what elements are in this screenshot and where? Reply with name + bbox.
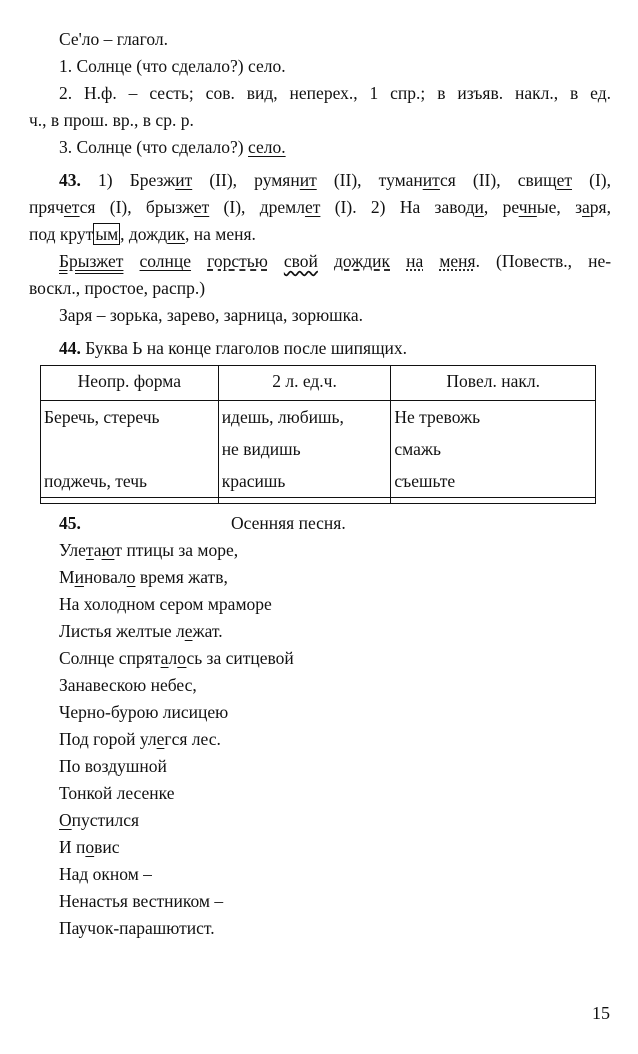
intro-line-4: ч., в прош. вр., в ср. р. [29, 110, 194, 130]
exercise-number: 45. [59, 513, 81, 533]
poem-line: Миновало время жатв, [59, 567, 228, 587]
intro-line-5: 3. Солнце (что сделало?) село. [59, 137, 286, 157]
ex43-line-1: 43. 1) Брезжит (II), румянит (II), туманится (II), свищет (I), [59, 170, 612, 190]
table-cell: идешь, любишь, не видишь красишь [218, 401, 391, 498]
intro-line-1: Се'ло – глагол. [59, 29, 168, 49]
poem-line: Солнце спряталось за ситцевой [59, 648, 294, 668]
table-bottom [41, 498, 596, 504]
intro-line-3: 2. Н.ф. – сесть; сов. вид, неперех., 1 спр.; в изъяв. накл., в ед. [59, 83, 611, 103]
ex45-title [29, 510, 611, 537]
table-header: Неопр. форма [41, 366, 219, 401]
page-number: 15 [592, 1003, 610, 1023]
poem-line: Листья желтые лежат. [59, 621, 223, 641]
table-row [41, 401, 596, 498]
table-cell: Беречь, стеречь поджечь, течь [41, 401, 219, 498]
table-cell: Не тревожь смажь съешьте [391, 401, 596, 498]
poem-line: Над окном – [59, 864, 152, 884]
poem-line: Занавескою небес, [59, 675, 197, 695]
boxed-ending: ым [95, 224, 119, 244]
exercise-number: 44. [59, 338, 81, 358]
poem-line: Ненастья вестником – [59, 891, 224, 911]
subject: солнце [139, 251, 192, 271]
ex43-line-3: под крут ым , дождик, на меня. [29, 224, 256, 244]
poem-line: Опустился [59, 810, 140, 830]
poem-line: И повис [59, 837, 120, 857]
table-header-row [41, 366, 596, 401]
poem-line: Улетают птицы за море, [59, 540, 239, 560]
poem-line: Черно-бурою лисицею [59, 702, 229, 722]
poem-line: Под горой улегся лес. [59, 729, 221, 749]
predicate: Брызжет [59, 251, 124, 271]
ex43-line-5: воскл., простое, распр.) [29, 278, 206, 298]
document-page [29, 26, 611, 942]
poem-line: На холодном сером мраморе [59, 594, 272, 614]
table-header: 2 л. ед.ч. [218, 366, 391, 401]
poem-title: Осенняя песня. [231, 513, 346, 533]
intro-line-2: 1. Солнце (что сделало?) село. [59, 56, 286, 76]
ex43-line-6: Заря – зорька, зарево, зарница, зорюшка. [59, 305, 364, 325]
ex44-title: 44. Буква Ь на конце глаголов после шипящих. [59, 338, 408, 358]
poem-line: Тонкой лесенке [59, 783, 175, 803]
exercise-number: 43. [59, 170, 81, 190]
ex43-line-4: Брызжет солнце горстью свой дождик на меня. (Повеств., не- [59, 251, 612, 271]
underlined-word: село. [248, 137, 286, 157]
ex43-line-2: прячется (I), брызжет (I), дремлет (I). 2) На заводи, речные, заря, [29, 197, 611, 217]
verbs-table [40, 365, 596, 504]
table-header: Повел. накл. [391, 366, 596, 401]
poem-line: Паучок-парашютист. [59, 918, 215, 938]
poem-line: По воздушной [59, 756, 167, 776]
